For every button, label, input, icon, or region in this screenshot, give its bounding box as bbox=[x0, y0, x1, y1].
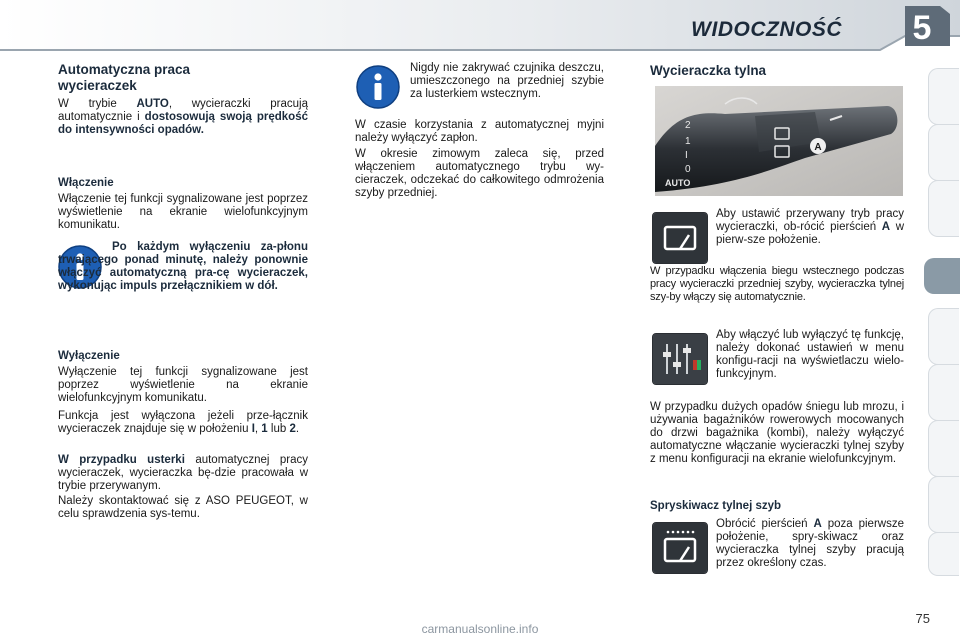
contact-paragraph: Należy skontaktować się z ASO PEUGEOT, w celu sprawdzenia sys-temu. bbox=[58, 495, 308, 520]
chapter-tab[interactable] bbox=[928, 476, 959, 533]
config-menu-icon bbox=[652, 333, 708, 385]
ring-label: A bbox=[881, 221, 891, 233]
stalk-label: 0 bbox=[685, 164, 691, 175]
config-paragraph: Aby włączyć lub wyłączyć tę funkcję, należy dokonać ustawień w menu konfigu-racji na wyświetlaczu wielo-funkcyjnym. bbox=[716, 329, 904, 380]
winter-paragraph: W okresie zimowym zaleca się, przed włączeniem automatycznego trybu wy-cieraczek, odczekać do całkowitego odmrożenia szyby przedniej. bbox=[355, 148, 604, 199]
reverse-gear-paragraph: W przypadku włączenia biegu wstecznego podczas pracy wycieraczki przedniej szyby, wycieraczka tylnej szy-by włączy się automatycznie. bbox=[650, 265, 904, 303]
heading-disable: Wyłączenie bbox=[58, 350, 120, 362]
page-number: 75 bbox=[915, 611, 930, 626]
intro-paragraph bbox=[58, 98, 308, 137]
watermark: carmanualsonline.info bbox=[421, 622, 539, 636]
enable-paragraph: Włączenie tej funkcji sygnalizowane jest poprzez wyświetlenie na ekranie wielofunkcyjnym komunikatu. bbox=[58, 193, 308, 231]
chapter-tab[interactable] bbox=[928, 308, 959, 365]
auto-label: AUTO bbox=[136, 98, 169, 110]
text-span: , wycieraczki pracują automatycznie i bbox=[58, 98, 308, 123]
text-span: Aby ustawić przerywany tryb pracy wycieraczki, ob-rócić pierścień bbox=[716, 208, 904, 233]
section-title-rear-wiper: Wycieraczka tylna bbox=[650, 63, 767, 78]
car-wash-paragraph: W czasie korzystania z automatycznej myjni należy wyłączyć zapłon. bbox=[355, 119, 604, 144]
text-span: . bbox=[295, 423, 300, 435]
bold-text: W przypadku usterki bbox=[58, 454, 185, 466]
chapter-number: 5 bbox=[912, 9, 932, 47]
position-label: 2 bbox=[289, 423, 296, 435]
info-icon bbox=[355, 64, 401, 110]
rear-washer-icon bbox=[652, 522, 708, 574]
section-title-auto-wipers bbox=[58, 62, 308, 94]
text-span: W trybie bbox=[58, 98, 137, 110]
disable-paragraph: Wyłączenie tej funkcji sygnalizowane jest poprzez wyświetlenie na ekranie wielofunkcyjnym komunikatu. bbox=[58, 366, 308, 404]
position-label: 1 bbox=[261, 423, 268, 435]
section-title-line: Automatyczna praca bbox=[58, 62, 191, 77]
washer-paragraph bbox=[716, 518, 904, 570]
wiper-stalk-photo bbox=[655, 86, 903, 196]
snow-paragraph: W przypadku dużych opadów śniegu lub mrozu, i używania bagażników rowerowych mocowanych do drzwi bagażnika (kombi), należy wyłączyć automatyczne włączanie wycieraczki tylnej szyby z menu konfiguracji na ekranie wielofunkcyjnym. bbox=[650, 401, 904, 465]
text-span: , bbox=[254, 423, 262, 435]
heading-enable: Włączenie bbox=[58, 177, 114, 189]
heading-rear-washer: Spryskiwacz tylnej szyb bbox=[650, 500, 782, 512]
intermittent-paragraph bbox=[716, 208, 904, 247]
chapter-tab-active[interactable] bbox=[924, 258, 960, 294]
ring-label: A bbox=[813, 518, 822, 530]
chapter-tab[interactable] bbox=[928, 364, 959, 421]
text-span: poza pierwsze położenie, spry-skiwacz oraz wycieraczka tylnej szyby pracują przez określony czas. bbox=[716, 518, 904, 569]
bold-text: dostosowują swoją prędkość do intensywności opadów. bbox=[58, 111, 308, 136]
stalk-label: 1 bbox=[685, 136, 691, 147]
disable-conditions-paragraph bbox=[58, 410, 308, 436]
chapter-tabs bbox=[928, 68, 960, 578]
text-span: w pierw-sze położenie. bbox=[716, 221, 904, 246]
text-span: Obrócić pierścień bbox=[716, 518, 814, 530]
rear-wiper-icon bbox=[652, 212, 708, 264]
chapter-tab[interactable] bbox=[928, 180, 959, 237]
text-span: automatycznej pracy wycieraczek, wycieraczka bę-dzie pracowała w trybie przerywanym. bbox=[58, 454, 308, 492]
stalk-label: I bbox=[685, 150, 688, 161]
info-note-reenable: Po każdym wyłączeniu za-płonu trwającego ponad minutę, należy ponownie włączyć automatyczną pra-cę wycieraczek, wykonując impuls przełącznikiem w dół. bbox=[58, 241, 308, 292]
chapter-title: WIDOCZNOŚĆ bbox=[691, 18, 842, 41]
chapter-tab[interactable] bbox=[928, 124, 959, 181]
stalk-label: AUTO bbox=[665, 178, 691, 188]
text-span: lub bbox=[267, 423, 290, 435]
position-label: I bbox=[251, 423, 255, 435]
chapter-tab[interactable] bbox=[928, 532, 959, 576]
section-title-line: wycieraczek bbox=[58, 78, 137, 93]
fault-paragraph bbox=[58, 454, 308, 493]
text-span: Funkcja jest wyłączona jeżeli prze-łącznik wycieraczek znajduje się w położeniu bbox=[58, 410, 308, 435]
stalk-label-A: A bbox=[814, 142, 822, 153]
chapter-tab[interactable] bbox=[928, 420, 959, 477]
stalk-label: 2 bbox=[685, 120, 691, 131]
chapter-tab[interactable] bbox=[928, 68, 959, 125]
info-note-sensor: Nigdy nie zakrywać czujnika deszczu, umieszczonego na przedniej szybie za lusterkiem wstecznym. bbox=[410, 62, 604, 100]
